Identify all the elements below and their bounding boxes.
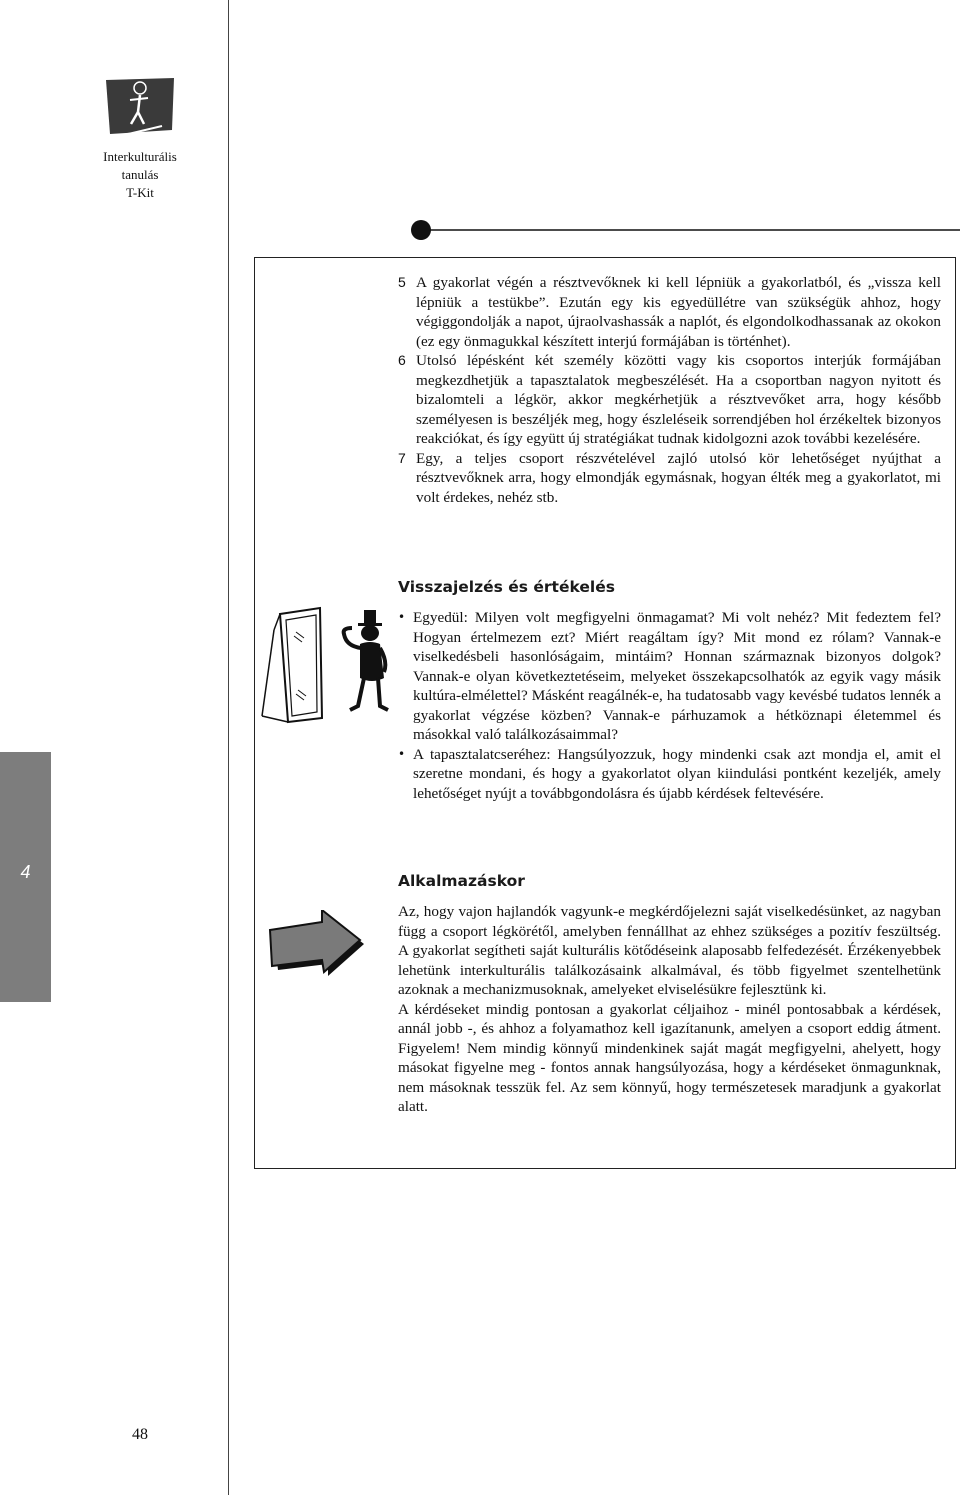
application-paragraph: Az, hogy vajon hajlandók vagyunk-e megkérdőjelezni saját viselkedésünket, az nagyban függ a csoport légkörétől, amelyben fennállhat az ehhez szükséges a pozitív feszültség. A gyakorlat segítheti saját kulturális kötődéseink alaposabb felfedezését. Érzékenyebbek lehetünk interkulturális találkozásaink alkalmával, és több figyelmet szentelhetünk azoknak a mechanizmusoknak, amelyeket elviselésükre fejlesztünk ki. [398, 903, 941, 998]
list-item [398, 608, 941, 745]
arrow-right-icon [268, 910, 368, 982]
mirror-figure-icon [260, 606, 390, 728]
step-number: 7 [398, 449, 406, 466]
t-kit-logo-icon [104, 76, 176, 138]
bullet-text: A tapasztalatcseréhez: Hangsúlyozzuk, hogy mindenki csak azt mondja el, amit el szeretne mondani, és hogy a gyakorlatot olyan kiindulási pontként kezeljék, amely lehetőséget nyújt a továbbgondolásra és újabb kérdések feltevésére. [413, 745, 941, 802]
series-line: tanulás [121, 167, 159, 182]
step-text: Egy, a teljes csoport részvételével zajló utolsó kör lehetőséget nyújthat a résztvevőknek arra, hogy elmondják egymásnak, hogyan élték meg a gyakorlatot, mi volt érdekes, nehéz stb. [416, 449, 941, 506]
list-item [398, 745, 941, 804]
step-item [398, 449, 941, 508]
series-title [90, 148, 190, 202]
section-marker-bar [410, 218, 960, 242]
application-text [398, 902, 941, 1117]
application-heading: Alkalmazáskor [398, 872, 525, 890]
feedback-bullets [398, 608, 941, 803]
step-text: A gyakorlat végén a résztvevőknek ki kell lépniük a gyakorlatból, és „vissza kell lépniük a testükbe”. Ezután egy kis egyedüllétre van szükségük ahhoz, hogy végiggondolják a napot, újraolvashassák a naplót, és elgondolkodhassanak az okokon (ez egy önmagukkal készített interjú formájában is történhet). [416, 274, 941, 350]
bullet-icon: • [398, 746, 406, 761]
bullet-icon: • [398, 610, 406, 624]
page-number: 48 [132, 1426, 148, 1443]
series-line: T-Kit [126, 185, 154, 200]
margin-rule [228, 0, 229, 1495]
application-paragraph: A kérdéseket mindig pontosan a gyakorlat céljaihoz - minél pontosabbak a kérdések, annál jobb -, és ahhoz a folyamathoz kell igazítanunk, amelyen a csoport eddig átment. Figyelem! Nem mindig könnyű mindenkinek saját magát megfigyelni, ahelyett, hogy másokat figyelne meg - fontos annak hangsúlyozása, hogy a kérdéseket önmagunknak, nem másoknak tesszük fel. Az sem könnyű, hogy természetesek maradjunk a gyakorlat alatt. [398, 1000, 941, 1115]
bullet-text: Egyedül: Milyen volt megfigyelni önmagamat? Mi volt nehéz? Mit fedeztem fel? Hogyan értelmezem ezt? Miért reagáltam így? Mit mond ez rólam? Vannak-e viselkedésbeli hasonlóságaim, mintáim? Honnan származnak bizonyos dolgok? Vannak-e olyan következtetéseim, melyeket összekapcsolhatók az egyik vagy másik kultúra-elmélettel? Másként reagálnék-e, ha tudatosabb vagy kevésbé tudatos lennék a gyakorlat végzése közben? Vannak-e párhuzamok a hétköznapi életemmel és másokkal való találkozásaimmal? [413, 609, 941, 743]
step-text: Utolsó lépésként két személy közötti vagy kis csoportos interjúk formájában megkezdhetjük a tapasztalatok megbeszélését. Ha a csoportban nagyon nyitott és bizalomteli a légkör, akkor megkérhetjük a résztvevőket arra, hogy később személyesen is beszéljék meg, hogy észleléseik sorrendjében hol érzékeltek bizonyos reakciókat, és így együtt új stratégiákat tudnak kidolgozni azok további kezelésére. [416, 352, 941, 447]
procedure-steps [398, 273, 941, 507]
step-item [398, 273, 941, 351]
chapter-number: 4 [20, 862, 31, 882]
series-line: Interkulturális [103, 149, 177, 164]
step-number: 5 [398, 274, 406, 290]
step-item [398, 351, 941, 449]
step-number: 6 [398, 352, 406, 368]
feedback-heading: Visszajelzés és értékelés [398, 578, 615, 596]
